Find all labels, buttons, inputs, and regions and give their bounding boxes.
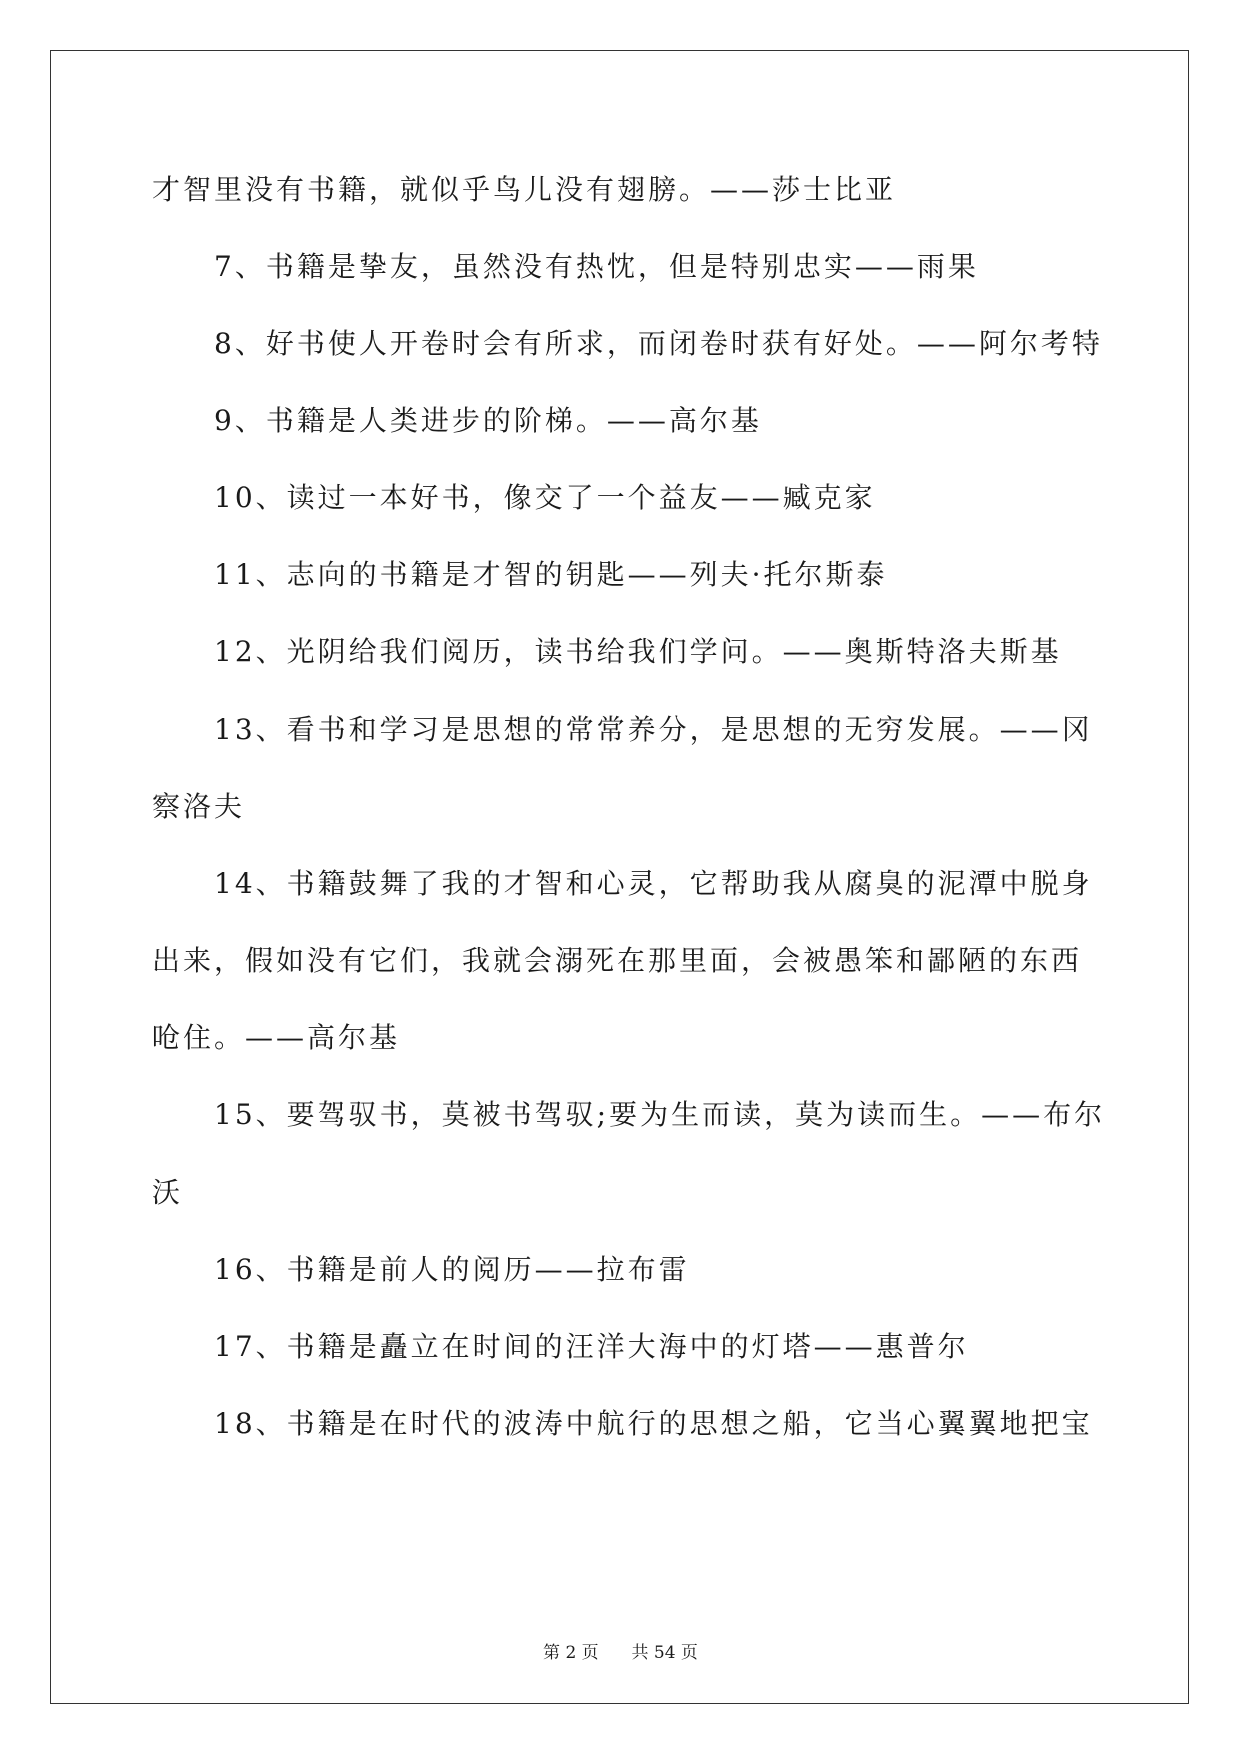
page-number: 第 2 页: [543, 1643, 599, 1663]
quote-item-8: 8、好书使人开卷时会有所求，而闭卷时获有好处。——阿尔考特: [214, 327, 1103, 360]
page-total: 共 54 页: [631, 1643, 698, 1663]
quote-item-18: 18、书籍是在时代的波涛中航行的思想之船，它当心翼翼地把宝: [214, 1407, 1093, 1440]
text-line: 才智里没有书籍，就似乎鸟儿没有翅膀。——莎士比亚: [152, 173, 897, 206]
quote-item-14-continued: 出来，假如没有它们，我就会溺死在那里面，会被愚笨和鄙陋的东西: [152, 944, 1083, 977]
quote-item-15-continued: 沃: [152, 1176, 184, 1209]
quote-item-7: 7、书籍是挚友，虽然没有热忱，但是特别忠实——雨果: [214, 250, 979, 283]
quote-item-13-continued: 察洛夫: [152, 790, 246, 823]
page-footer: [0, 1642, 1241, 1664]
quote-item-17: 17、书籍是矗立在时间的汪洋大海中的灯塔——惠普尔: [214, 1330, 969, 1363]
quote-item-16: 16、书籍是前人的阅历——拉布雷: [214, 1253, 690, 1286]
quote-item-11: 11、志向的书籍是才智的钥匙——列夫·托尔斯泰: [214, 558, 888, 591]
quote-item-12: 12、光阴给我们阅历，读书给我们学问。——奥斯特洛夫斯基: [214, 635, 1062, 668]
quote-item-13: 13、看书和学习是思想的常常养分，是思想的无穷发展。——冈: [214, 713, 1093, 746]
quote-item-10: 10、读过一本好书，像交了一个益友——臧克家: [214, 481, 876, 514]
quote-item-15: 15、要驾驭书，莫被书驾驭;要为生而读，莫为读而生。——布尔: [214, 1098, 1106, 1131]
quote-item-14-continued: 呛住。——高尔基: [152, 1021, 401, 1054]
quote-item-14: 14、书籍鼓舞了我的才智和心灵，它帮助我从腐臭的泥潭中脱身: [214, 867, 1093, 900]
quote-item-9: 9、书籍是人类进步的阶梯。——高尔基: [214, 404, 762, 437]
